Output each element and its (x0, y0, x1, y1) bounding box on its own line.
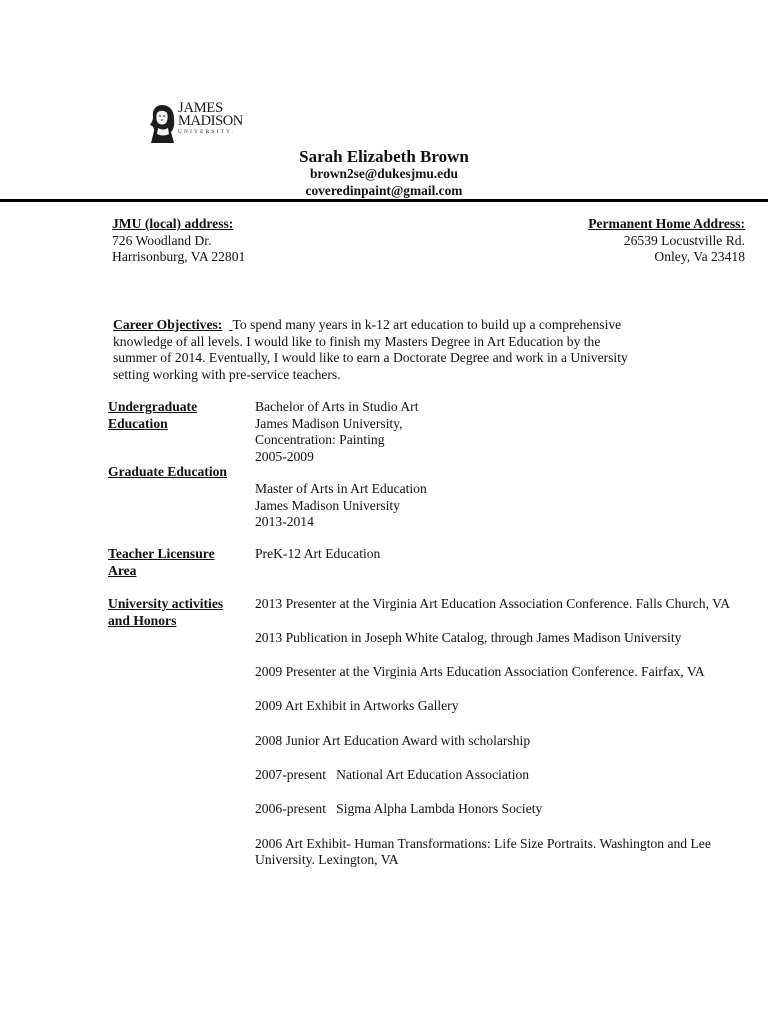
activity-item: 2006 Art Exhibit- Human Transformations: Life Size Portraits. Washington and Lee (255, 836, 711, 851)
undergrad-details (255, 399, 765, 465)
logo-line-2: MADISON (178, 113, 243, 129)
applicant-name: Sarah Elizabeth Brown (299, 147, 469, 166)
undergrad-label-line: Education (108, 415, 168, 431)
licensure-label-line: Teacher Licensure (108, 546, 215, 561)
madison-portrait-icon (148, 101, 182, 145)
local-address-block (112, 216, 245, 266)
permanent-address-line: 26539 Locustville Rd. (623, 232, 745, 248)
activity-item: 2009 Presenter at the Virginia Arts Education Association Conference. Fairfax, VA (255, 664, 705, 679)
permanent-address-block (588, 216, 745, 266)
local-address-heading: JMU (local) address: (112, 216, 234, 231)
licensure-label-line: Area (108, 562, 137, 578)
activity-item-continued: University. Lexington, VA (255, 852, 399, 867)
logo-line-3: UNIVERSITY. (178, 129, 236, 135)
email-secondary[interactable]: coveredinpaint@gmail.com (305, 183, 463, 198)
licensure-label (108, 546, 238, 579)
header-divider (0, 199, 768, 202)
undergrad-years: 2005-2009 (255, 448, 314, 464)
career-objectives (113, 317, 653, 383)
graduate-years: 2013-2014 (255, 514, 314, 529)
university-logo (148, 101, 248, 151)
career-text-line: knowledge of all levels. I would like to finish my Masters Degree in Art Education by the (113, 333, 601, 349)
career-text-line: summer of 2014. Eventually, I would like to earn a Doctorate Degree and work in a University (113, 350, 628, 365)
permanent-address-line: Onley, Va 23418 (654, 249, 745, 264)
graduate-school: James Madison University (255, 497, 400, 513)
career-text-line: To spend many years in k-12 art education to build up a comprehensive (232, 317, 622, 332)
career-heading: Career Objectives: (113, 317, 223, 332)
logo-line-1: JAMES (178, 100, 223, 116)
undergrad-concentration: Concentration: Painting (255, 432, 385, 447)
licensure-value: PreK-12 Art Education (255, 546, 381, 561)
activity-item: 2013 Publication in Joseph White Catalog, through James Madison University (255, 630, 682, 645)
local-address-line: 726 Woodland Dr. (112, 232, 212, 248)
activity-item: 2008 Junior Art Education Award with scholarship (255, 733, 531, 748)
email-primary[interactable]: brown2se@dukesjmu.edu (309, 166, 458, 181)
undergrad-label (108, 399, 238, 432)
career-text-line: setting working with pre-service teachers. (113, 366, 341, 382)
activities-label (108, 596, 248, 629)
activities-label-line: and Honors (108, 612, 177, 628)
activity-item: 2007-present National Art Education Association (255, 767, 530, 782)
graduate-degree: Master of Arts in Art Education (255, 481, 427, 496)
activity-item: 2006-present Sigma Alpha Lambda Honors Society (255, 801, 543, 816)
undergrad-label-line: Undergraduate (108, 399, 198, 414)
activities-label-line: University activities (108, 596, 224, 611)
activity-item: 2013 Presenter at the Virginia Art Education Association Conference. Falls Church, VA (255, 596, 731, 611)
activity-item: 2009 Art Exhibit in Artworks Gallery (255, 698, 459, 713)
local-address-line: Harrisonburg, VA 22801 (112, 249, 246, 264)
permanent-address-heading: Permanent Home Address: (588, 216, 745, 231)
undergrad-school: James Madison University, (255, 415, 403, 431)
undergrad-degree: Bachelor of Arts in Studio Art (255, 399, 419, 414)
graduate-label: Graduate Education (108, 464, 227, 479)
graduate-details (255, 481, 765, 531)
